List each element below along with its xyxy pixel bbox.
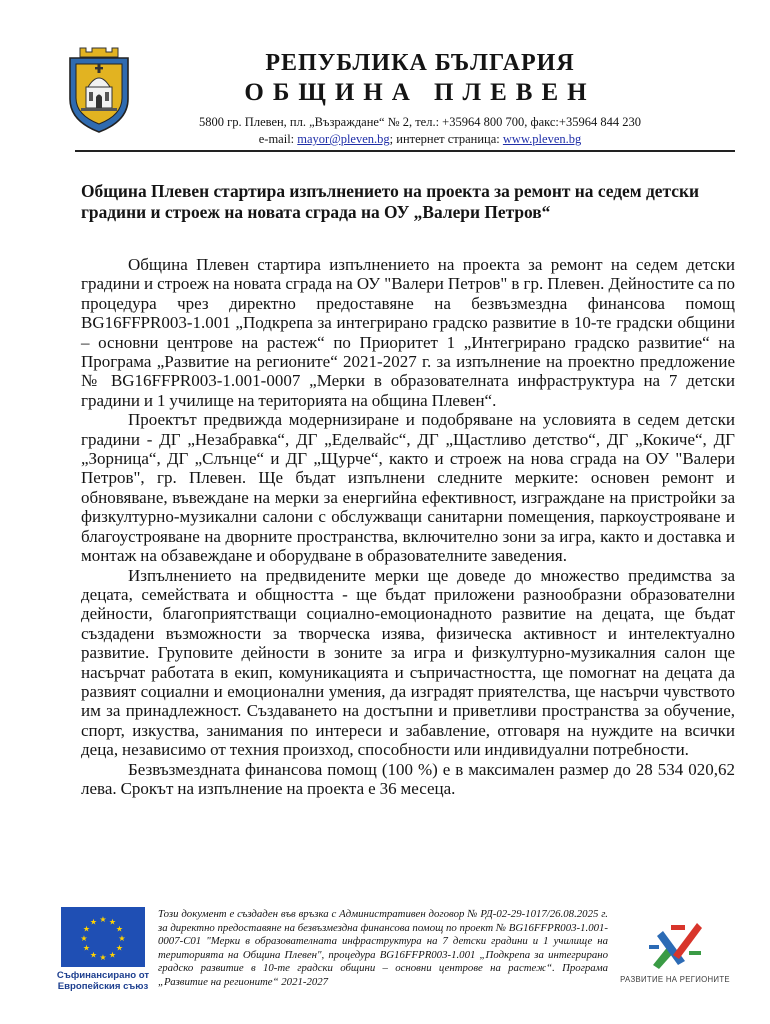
svg-text:★: ★: [99, 915, 107, 924]
eu-cofunding-logo: [56, 907, 150, 992]
letterhead-contacts: [150, 131, 690, 147]
letterhead-municipality: ОБЩИНА ПЛЕВЕН: [244, 79, 596, 106]
web-label: ; интернет страница:: [389, 132, 500, 146]
document-title: Община Плевен стартира изпълнението на проекта за ремонт на седем детски градини и строеж на новата сграда на ОУ „Валери Петров“: [81, 181, 699, 222]
regions-programme-logo: [616, 915, 734, 984]
svg-text:★: ★: [82, 924, 91, 934]
svg-text:★: ★: [108, 917, 117, 927]
eu-flag-icon: [61, 907, 145, 967]
svg-text:★: ★: [80, 934, 88, 943]
website-link[interactable]: www.pleven.bg: [502, 132, 582, 146]
regions-programme-caption: РАЗВИТИЕ НА РЕГИОНИТЕ: [620, 975, 730, 984]
paragraph: Изпълнението на предвидените мерки ще доведе до множество предимства за децата, семействата и общността - ще бъдат приложени разнообразни образователни дейности, благоприятстващи социално-емоционадното развитие на децата, ще бъдат създадени възможности за творческа изява, физическа активност и интелектуално развитие. Груповите дейности в зоните за игра и физкултурно-музикалния салон ще насърчат работата в екип, комуникацията и съпричастността, ще помогнат на децата да развият социални и емоционални умения, да изградят приятелства, ще насърчи чувството им за принадлежност. Създаването на достъпни и приветливи пространства за обучение, спорт, изкуства, занимания по интереси и забавление, отговаря на нуждите на всички деца, независимо от техния произход, способности или индивидуални потребности.: [81, 565, 735, 760]
pleven-crest-icon: [66, 47, 132, 133]
svg-text:★: ★: [108, 950, 117, 960]
svg-text:★: ★: [82, 943, 91, 953]
svg-text:★: ★: [118, 934, 126, 943]
svg-text:★: ★: [99, 953, 107, 962]
paragraph: Безвъзмездната финансова помощ (100 %) е в максимален размер до 28 534 020,62 лева. Срокът на изпълнение на проекта е 36 месеца.: [81, 759, 735, 798]
svg-text:★: ★: [89, 950, 98, 960]
letterhead-divider: [75, 150, 735, 152]
email-link[interactable]: mayor@pleven.bg: [297, 132, 390, 146]
svg-text:★: ★: [89, 917, 98, 927]
footer-funding-note: Този документ е създаден във връзка с Административен договор № РД-02-29-1017/26.08.2025 г. за директно предоставяне на безвъзмездна финансова помощ по проект № BG16FFPR003-1.001-0007-С01 "Мерки в образователната инфраструктура на 7 детски градини и 1 училище на територията на Община Плевен", процедура BG16FFPR003-1.001 „Подкрепа за интегрирано градско развитие в 10-те градски общини – основни центрове на растеж“. Програма „Развитие на регионите“ 2021-2027: [158, 908, 608, 988]
svg-text:★: ★: [115, 943, 124, 953]
svg-text:★: ★: [115, 924, 124, 934]
paragraph: Проектът предвижда модернизиране и подобряване на условията в седем детски градини - ДГ „Незабравка“, ДГ „Еделвайс“, ДГ „Щастливо детство“, ДГ „Кокиче“, ДГ „Зорница“, ДГ „Слънце“ и ДГ „Щурче“, както и строеж на нова сграда на ОУ "Валери Петров", гр. Плевен. Ще бъдат изпълнени следните мерките: основен ремонт и обновяване, въвеждане на мерки за енергийна ефективност, изграждане на пристройки за физкултурно-музикални салони с обслужващи санитарни помещения, паркоустрояване и благоустрояване на дворните пространства, включително зони за игра, както и доставка и монтаж на обзавеждане и оборудване в образователните заведения.: [81, 410, 735, 566]
document-body: [81, 255, 735, 798]
eu-caption-line: Съфинансирано от: [56, 970, 150, 981]
email-label: e-mail:: [258, 132, 295, 146]
eu-caption-line: Европейския съюз: [57, 981, 149, 992]
eu-cofunding-caption: [56, 970, 150, 992]
regions-programme-logo-icon: [645, 915, 705, 971]
paragraph: Община Плевен стартира изпълнението на проекта за ремонт на седем детски градини и строеж на новата сграда на ОУ "Валери Петров" в гр. Плевен. Дейностите са по процедура чрез директно предоставяне на безвъзмездна финансова помощ BG16FFPR003-1.001 „Подкрепа за интегрирано градско развитие в 10-те градски общини – основни центрове на растеж“ по Приоритет 1 „Интегрирано градско развитие“ на Програма „Развитие на регионите“ 2021-2027 г. за изпълнение на проектно предложение № BG16FFPR003-1.001-0007 „Мерки в образователната инфраструктура на 7 детски градини и 1 училище на територията на община Плевен“.: [81, 255, 735, 410]
letterhead-address: 5800 гр. Плевен, пл. „Възраждане“ № 2, тел.: +35964 800 700, факс:+35964 844 230: [199, 115, 641, 129]
letterhead-country: РЕПУБЛИКА БЪЛГАРИЯ: [265, 50, 575, 76]
